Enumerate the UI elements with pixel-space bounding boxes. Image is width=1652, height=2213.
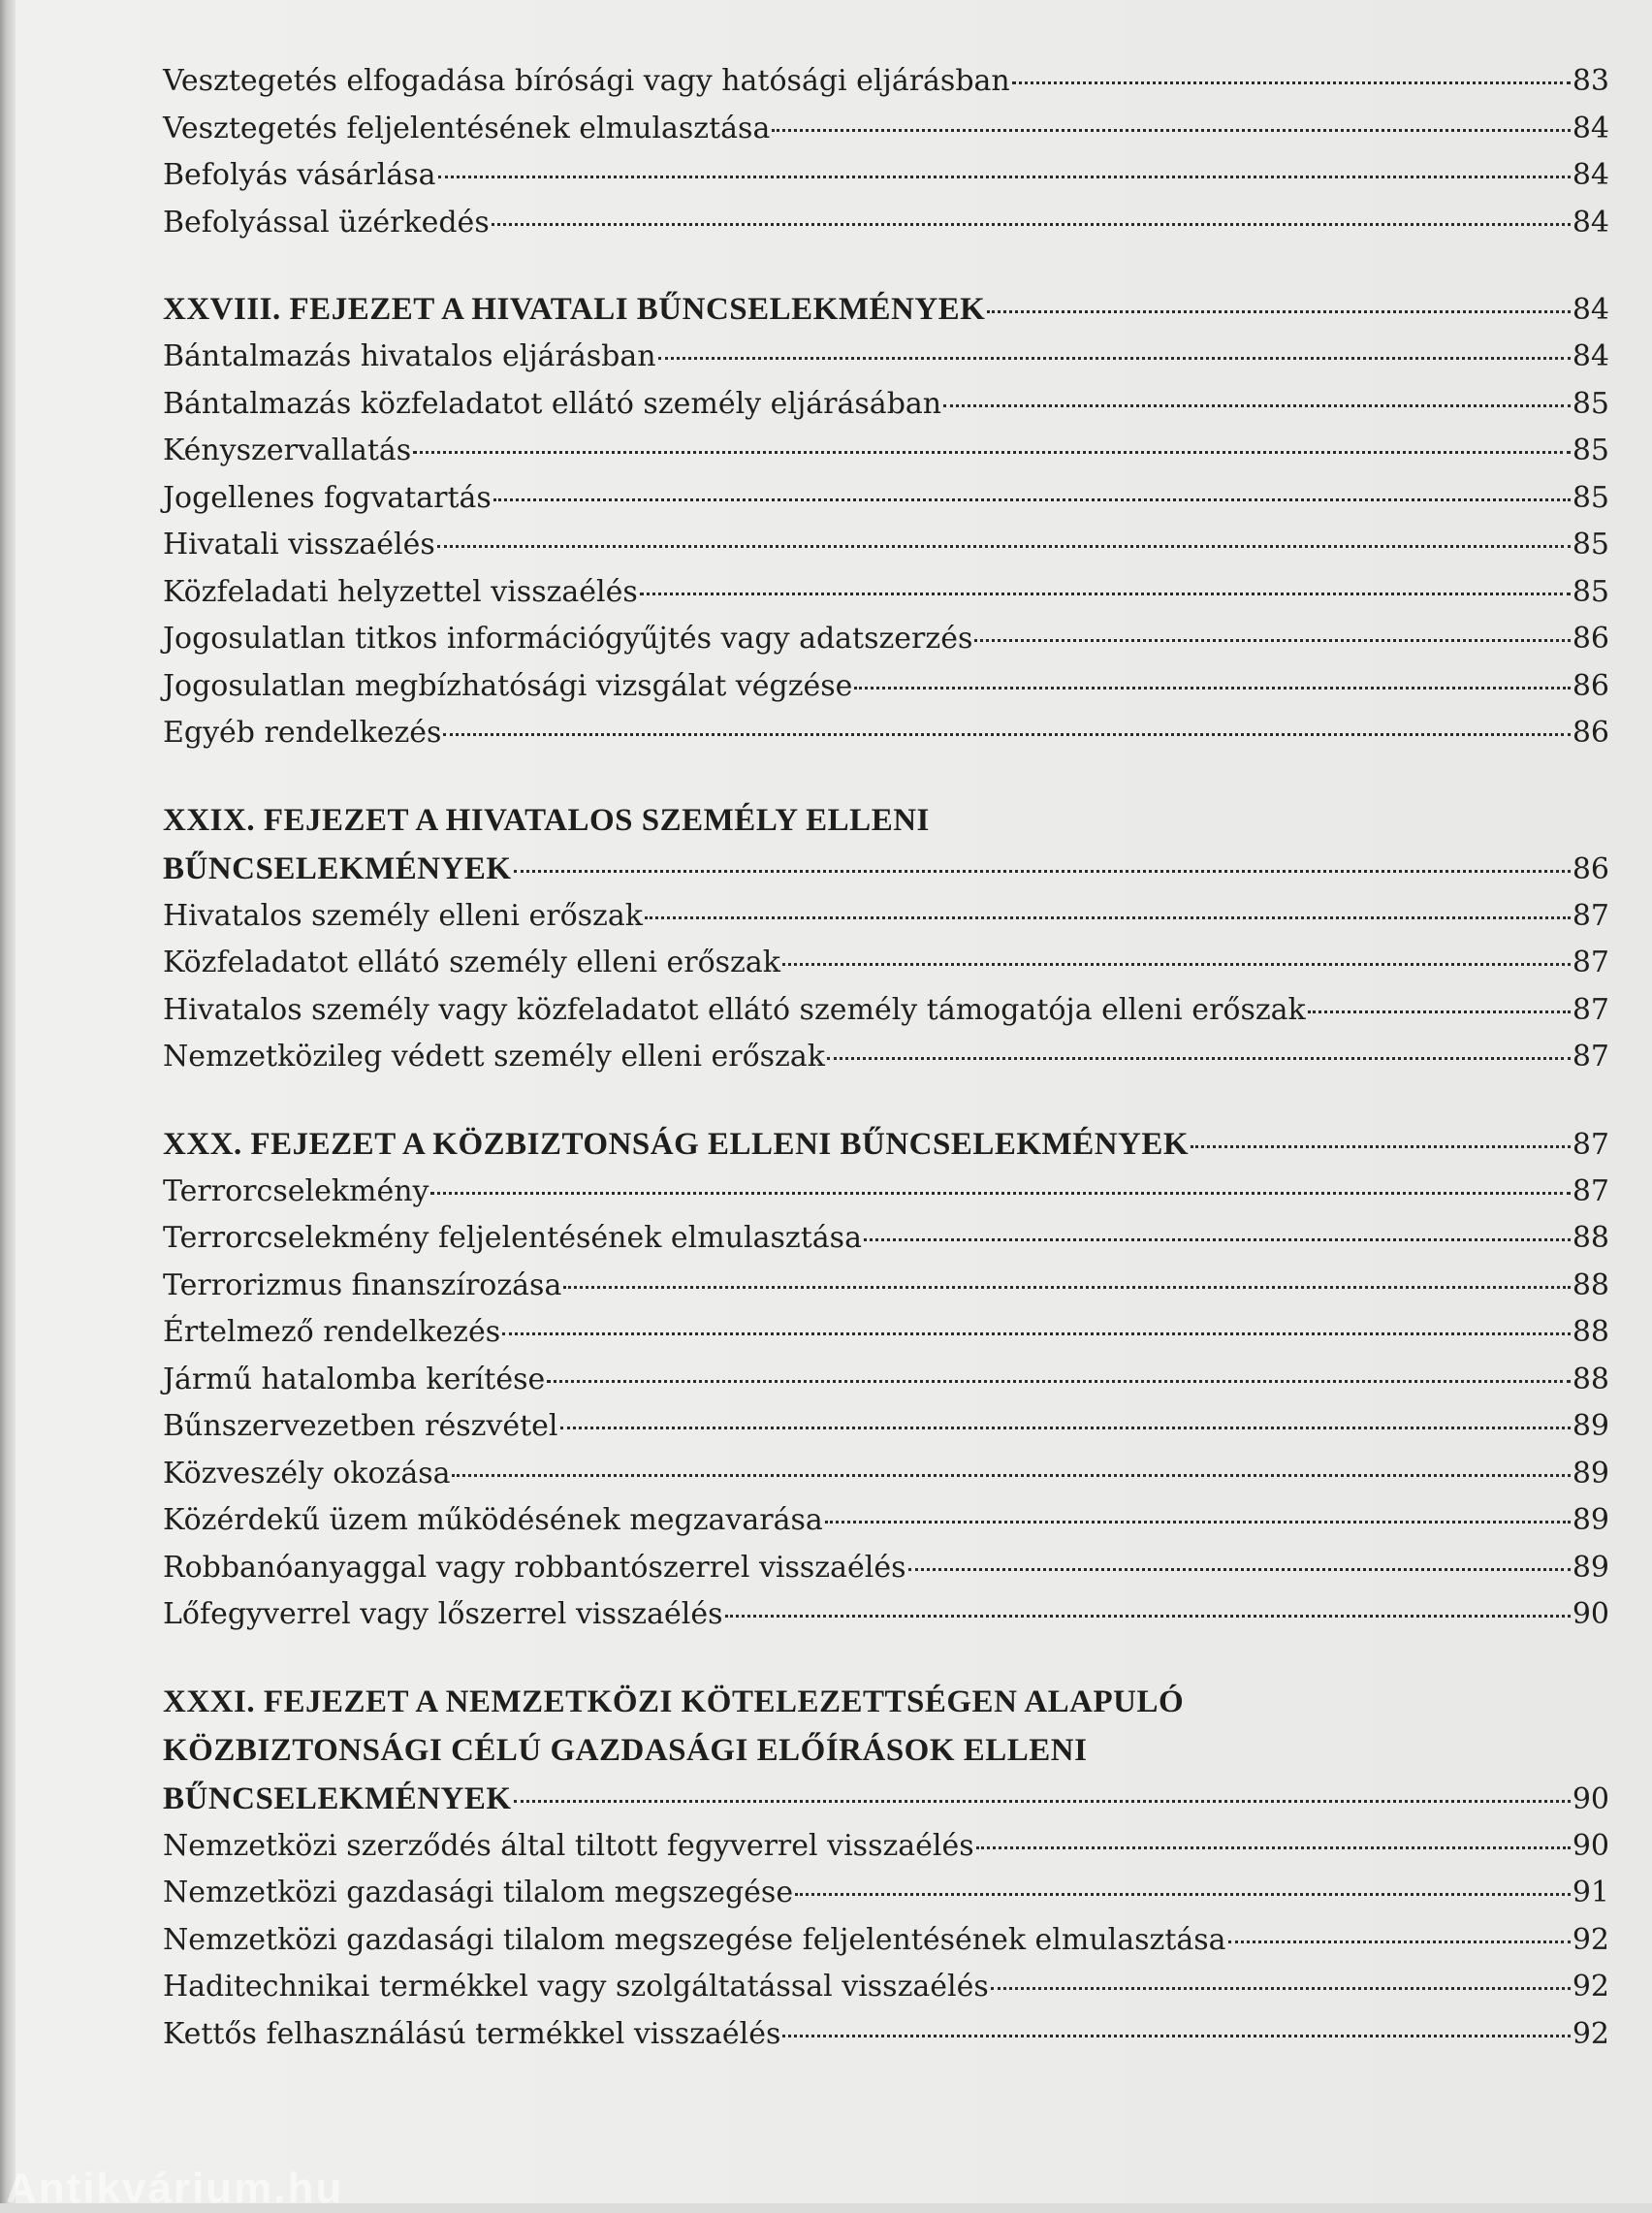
dot-leader (1012, 81, 1571, 84)
entry-title: Jármű hatalomba kerítése (163, 1362, 546, 1396)
toc-entry (163, 1263, 1609, 1310)
dot-leader (413, 451, 1571, 454)
chapter-page-number: 90 (1572, 1781, 1609, 1816)
toc-section (163, 285, 1609, 757)
chapter-heading-line: XXIX. FEJEZET A HIVATALOS SZEMÉLY ELLENI (163, 802, 930, 838)
entry-page-number: 84 (1572, 205, 1609, 240)
chapter-heading-line: KÖZBIZTONSÁGI CÉLÚ GAZDASÁGI ELŐÍRÁSOK ELLENI (163, 1732, 1088, 1768)
entry-page-number: 92 (1572, 1922, 1609, 1957)
entry-title: Hivatali visszaélés (163, 528, 435, 561)
dot-leader (502, 1332, 1571, 1335)
watermark: Antikvárium.hu (6, 2165, 344, 2212)
entry-title: Hivatalos személy vagy közfeladatot ellátó személy támogatója elleni erőszak (163, 992, 1306, 1027)
toc-entry (163, 200, 1609, 247)
toc-section (163, 58, 1609, 246)
entry-page-number: 85 (1572, 480, 1609, 515)
dot-leader (974, 639, 1570, 642)
toc-entry (163, 1870, 1609, 1917)
toc-entry (163, 1823, 1609, 1871)
entry-title: Nemzetközi gazdasági tilalom megszegése (163, 1876, 794, 1909)
dot-leader (645, 916, 1571, 919)
entry-title: Befolyás vásárlása (163, 158, 436, 192)
toc-entry (163, 428, 1609, 475)
entry-title: Vesztegetés elfogadása bírósági vagy hatósági eljárásban (163, 64, 1010, 98)
chapter-page-number: 87 (1572, 1127, 1609, 1162)
entry-page-number: 92 (1572, 1970, 1609, 2004)
entry-title: Terrorcselekmény (163, 1173, 429, 1208)
toc-entry (163, 1964, 1609, 2011)
dot-leader (854, 687, 1570, 690)
dot-leader (658, 357, 1571, 360)
toc-entry (163, 1169, 1609, 1216)
chapter-heading (163, 845, 1609, 893)
entry-page-number: 87 (1572, 898, 1609, 933)
entry-page-number: 91 (1572, 1876, 1609, 1909)
toc-entry (163, 940, 1609, 987)
entry-page-number: 90 (1572, 1828, 1609, 1863)
dot-leader (430, 1192, 1570, 1195)
entry-title: Jogellenes fogvatartás (163, 480, 492, 515)
entry-page-number: 85 (1572, 386, 1609, 421)
toc-entry (163, 569, 1609, 617)
dot-leader (864, 1238, 1571, 1241)
chapter-heading-text: BŰNCSELEKMÉNYEK (163, 1780, 512, 1816)
entry-page-number: 86 (1572, 716, 1609, 750)
toc-entry (163, 1215, 1609, 1263)
entry-page-number: 87 (1572, 946, 1609, 979)
toc-entry (163, 663, 1609, 711)
entry-title: Vesztegetés feljelentésének elmulasztása (163, 111, 771, 145)
entry-title: Bántalmazás közfeladatot ellátó személy eljárásában (163, 386, 942, 421)
dot-leader (987, 310, 1570, 313)
entry-title: Nemzetközi szerződés által tiltott fegyverrel visszaélés (163, 1828, 974, 1863)
chapter-heading (163, 1775, 1609, 1823)
book-page (16, 0, 1652, 2203)
entry-title: Közveszély okozása (163, 1456, 451, 1491)
entry-title: Haditechnikai termékkel vagy szolgáltatással visszaélés (163, 1970, 989, 2004)
toc-entry (163, 152, 1609, 200)
toc-entry (163, 522, 1609, 569)
toc-entry (163, 987, 1609, 1035)
toc-entry (163, 1917, 1609, 1965)
dot-leader (514, 870, 1571, 873)
dot-leader (438, 176, 1571, 178)
dot-leader (825, 1521, 1571, 1523)
entry-page-number: 86 (1572, 668, 1609, 703)
entry-page-number: 89 (1572, 1550, 1609, 1585)
entry-page-number: 90 (1572, 1597, 1609, 1631)
chapter-heading-line: XXXI. FEJEZET A NEMZETKÖZI KÖTELEZETTSÉGEN ALAPULÓ (163, 1684, 1185, 1719)
entry-title: Lőfegyverrel vagy lőszerrel visszaélés (163, 1597, 723, 1631)
entry-title: Nemzetközi gazdasági tilalom megszegése feljelentésének elmulasztása (163, 1922, 1226, 1957)
toc-section (163, 796, 1609, 1081)
toc-entry (163, 1545, 1609, 1592)
entry-page-number: 92 (1572, 2016, 1609, 2051)
toc-entry (163, 106, 1609, 153)
chapter-heading (163, 1120, 1609, 1169)
entry-title: Közérdekű üzem működésének megzavarása (163, 1503, 823, 1537)
dot-leader (991, 1987, 1571, 1990)
dot-leader (640, 593, 1571, 595)
dot-leader (452, 1474, 1570, 1477)
dot-leader (563, 1286, 1570, 1289)
toc-entry (163, 2011, 1609, 2059)
entry-title: Bűnszervezetben részvétel (163, 1409, 558, 1443)
dot-leader (943, 404, 1571, 407)
entry-title: Egyéb rendelkezés (163, 716, 442, 750)
entry-page-number: 87 (1572, 992, 1609, 1027)
dot-leader (782, 963, 1571, 966)
entry-title: Kettős felhasználású termékkel visszaélés (163, 2016, 781, 2051)
page-edge (0, 0, 16, 2203)
dot-leader (514, 1800, 1571, 1803)
chapter-page-number: 86 (1572, 851, 1609, 886)
entry-page-number: 87 (1572, 1173, 1609, 1208)
entry-title: Értelmező rendelkezés (163, 1315, 501, 1349)
entry-title: Befolyással üzérkedés (163, 205, 490, 240)
dot-leader (492, 223, 1571, 226)
entry-title: Terrorizmus finanszírozása (163, 1267, 562, 1302)
dot-leader (1308, 1010, 1571, 1013)
toc-section (163, 1120, 1609, 1639)
entry-title: Közfeladati helyzettel visszaélés (163, 574, 638, 609)
entry-page-number: 88 (1572, 1315, 1609, 1349)
dot-leader (493, 498, 1571, 501)
chapter-heading-text: BŰNCSELEKMÉNYEK (163, 850, 512, 886)
entry-title: Kényszervallatás (163, 433, 412, 467)
dot-leader (827, 1057, 1571, 1060)
entry-page-number: 89 (1572, 1409, 1609, 1443)
dot-leader (725, 1615, 1571, 1618)
toc-entry (163, 381, 1609, 429)
toc-entry (163, 893, 1609, 941)
chapter-heading-text: XXVIII. FEJEZET A HIVATALI BŰNCSELEKMÉNYEK (163, 292, 986, 327)
dot-leader (437, 545, 1571, 548)
toc-entry (163, 616, 1609, 663)
entry-page-number: 88 (1572, 1267, 1609, 1302)
toc-entry (163, 1034, 1609, 1081)
entry-title: Bántalmazás hivatalos eljárásban (163, 339, 656, 373)
toc-entry (163, 1451, 1609, 1498)
dot-leader (560, 1427, 1571, 1429)
entry-page-number: 87 (1572, 1040, 1609, 1074)
entry-page-number: 85 (1572, 574, 1609, 609)
entry-title: Terrorcselekmény feljelentésének elmulasztása (163, 1221, 862, 1255)
toc-entry (163, 334, 1609, 381)
toc-entry (163, 475, 1609, 523)
toc-entry (163, 1497, 1609, 1545)
table-of-contents (163, 58, 1609, 2058)
toc-entry (163, 1403, 1609, 1451)
dot-leader (1191, 1145, 1571, 1148)
toc-section (163, 1678, 1609, 2059)
dot-leader (782, 2035, 1570, 2037)
dot-leader (772, 129, 1570, 132)
dot-leader (795, 1893, 1571, 1896)
entry-page-number: 83 (1572, 64, 1609, 98)
toc-entry (163, 1357, 1609, 1404)
entry-page-number: 88 (1572, 1362, 1609, 1396)
entry-title: Jogosulatlan megbízhatósági vizsgálat végzése (163, 668, 853, 703)
toc-entry (163, 710, 1609, 757)
entry-title: Közfeladatot ellátó személy elleni erőszak (163, 946, 780, 979)
entry-page-number: 88 (1572, 1221, 1609, 1255)
entry-page-number: 89 (1572, 1503, 1609, 1537)
entry-title: Hivatalos személy elleni erőszak (163, 898, 643, 933)
dot-leader (1228, 1940, 1571, 1943)
dot-leader (547, 1380, 1571, 1383)
entry-title: Jogosulatlan titkos információgyűjtés vagy adatszerzés (163, 622, 973, 656)
dot-leader (976, 1846, 1571, 1849)
toc-entry (163, 1591, 1609, 1639)
toc-entry (163, 58, 1609, 106)
chapter-heading-text: XXX. FEJEZET A KÖZBIZTONSÁG ELLENI BŰNCSELEKMÉNYEK (163, 1126, 1190, 1162)
toc-entry (163, 1309, 1609, 1357)
entry-page-number: 84 (1572, 158, 1609, 192)
entry-page-number: 84 (1572, 339, 1609, 373)
entry-title: Nemzetközileg védett személy elleni erőszak (163, 1040, 825, 1074)
entry-page-number: 85 (1572, 528, 1609, 561)
entry-page-number: 85 (1572, 433, 1609, 467)
entry-title: Robbanóanyaggal vagy robbantószerrel visszaélés (163, 1550, 906, 1585)
entry-page-number: 84 (1572, 111, 1609, 145)
chapter-page-number: 84 (1572, 293, 1609, 327)
entry-page-number: 86 (1572, 622, 1609, 656)
entry-page-number: 89 (1572, 1456, 1609, 1491)
dot-leader (908, 1568, 1571, 1571)
chapter-heading (163, 285, 1609, 334)
dot-leader (443, 733, 1570, 736)
